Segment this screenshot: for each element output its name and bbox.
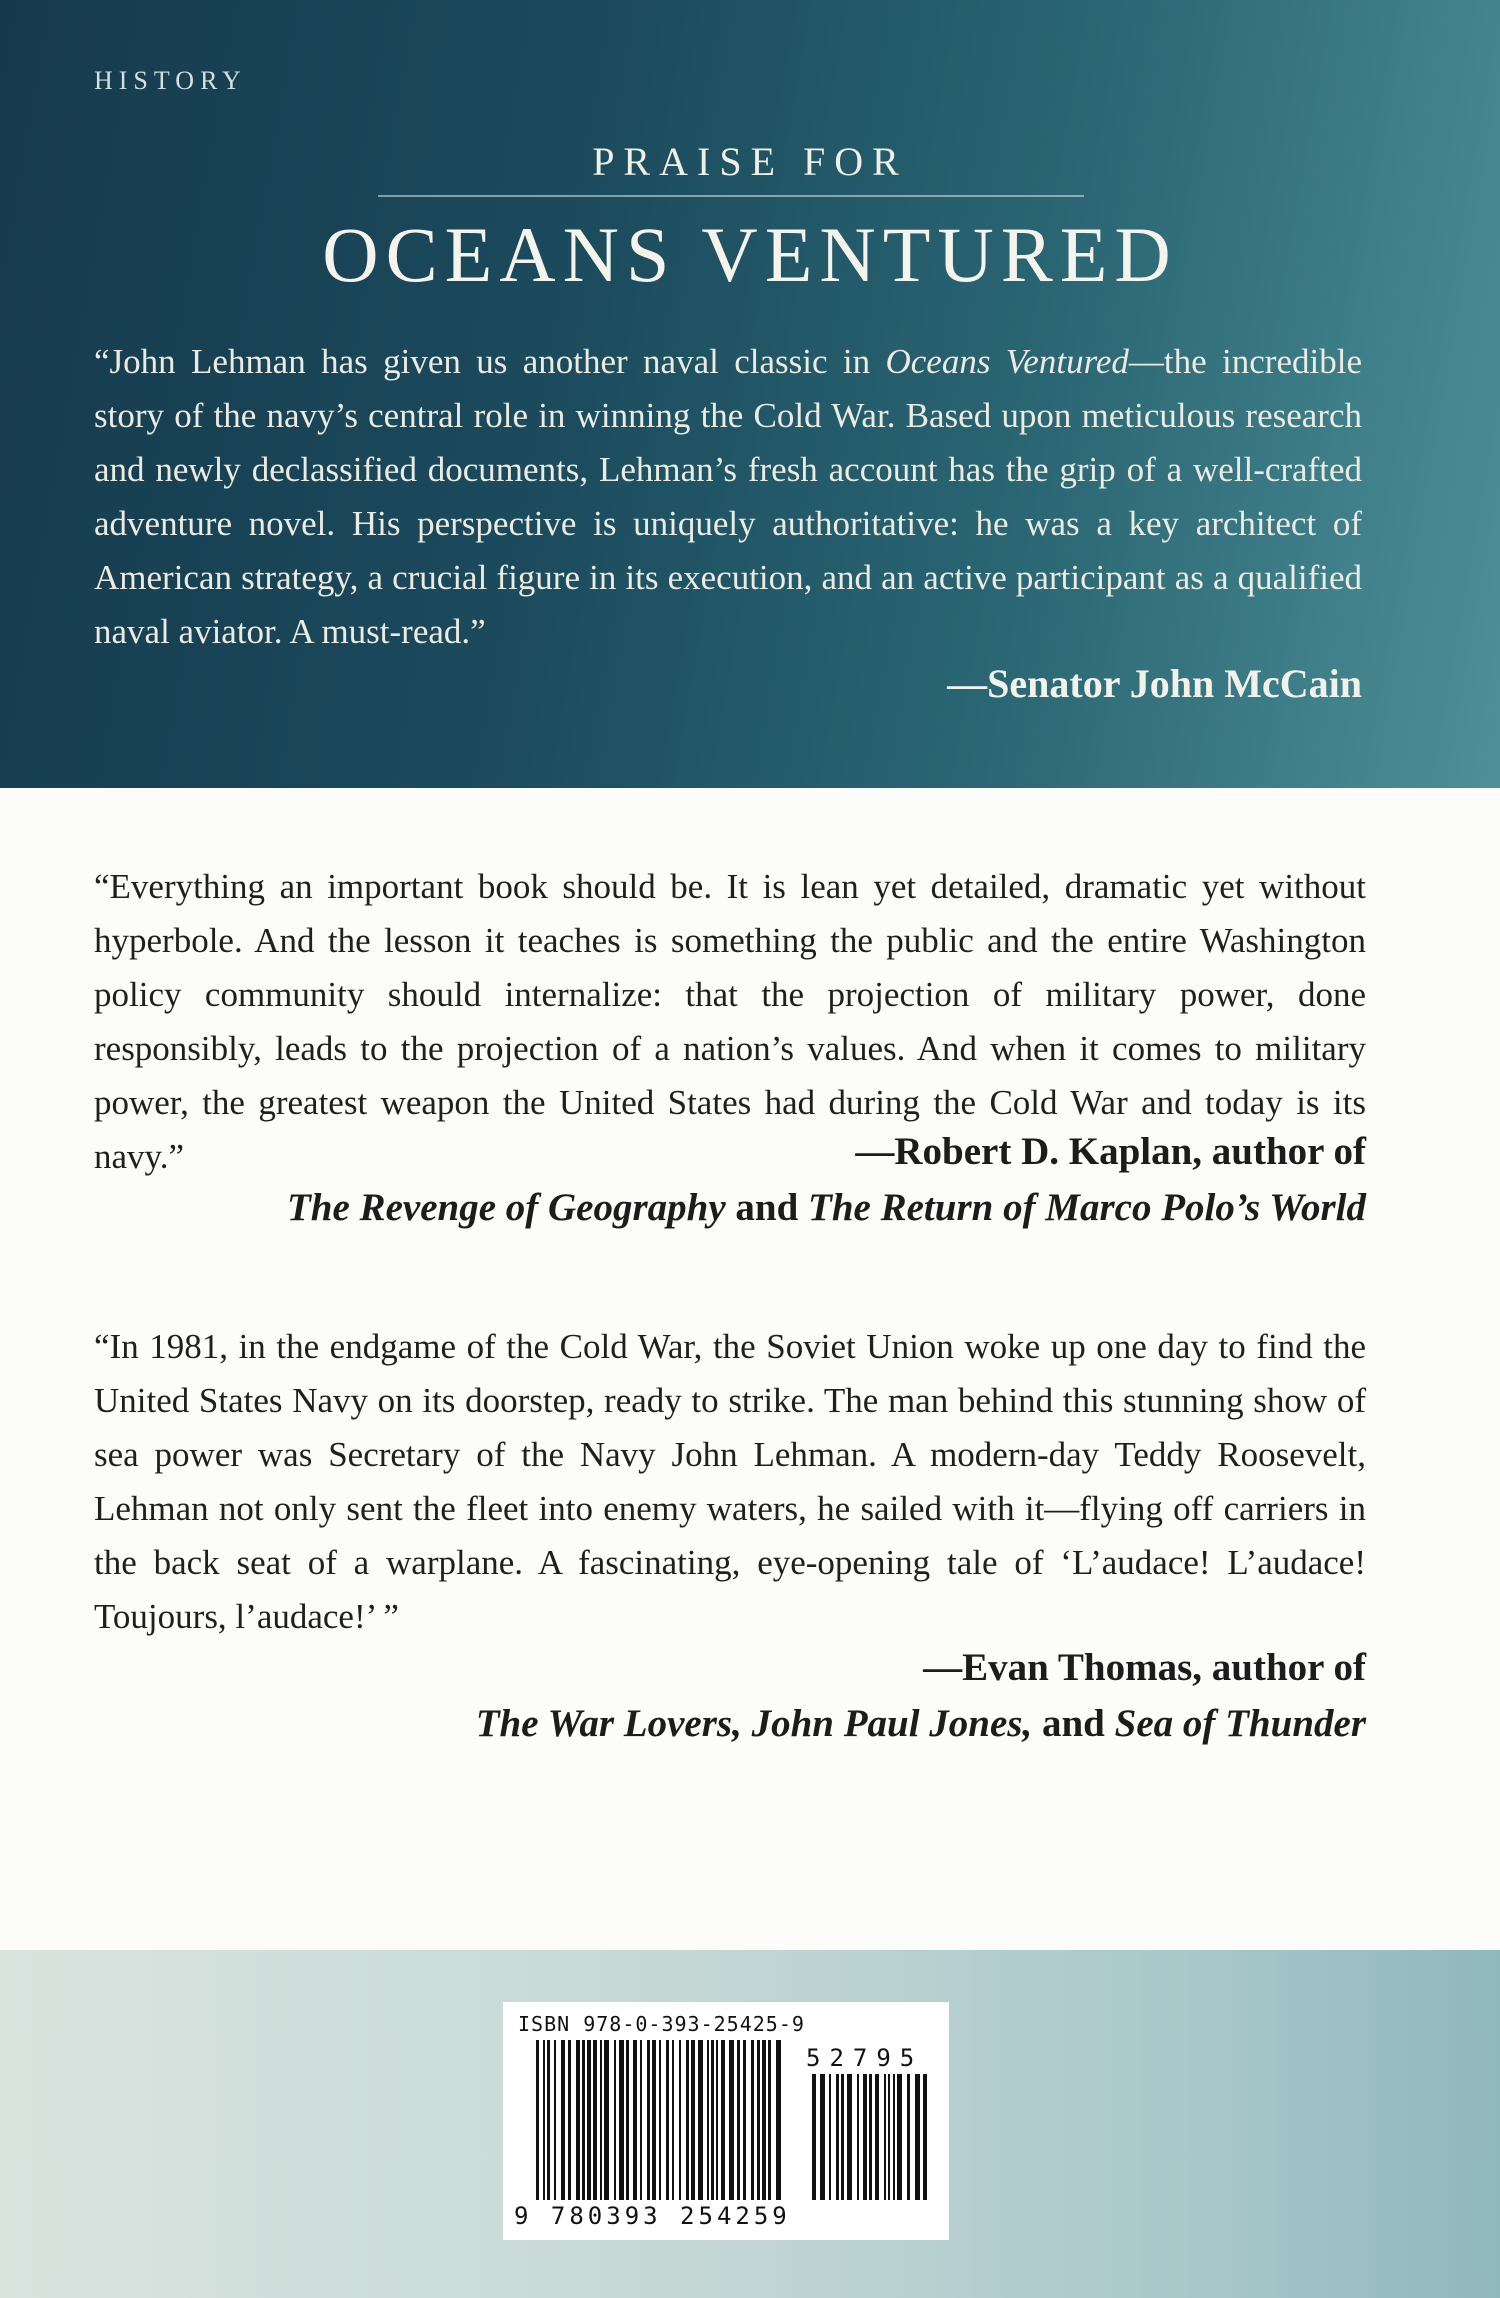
work-conjunction: and [1032,1702,1115,1745]
barcode-bar [721,2040,725,2200]
barcode-bar [543,2040,545,2200]
barcode-bar [829,2074,831,2200]
barcode-bar [812,2074,816,2200]
barcode-bar [614,2040,616,2200]
barcode-bar [751,2040,754,2200]
barcode-bar [857,2074,859,2200]
barcode-bar [768,2040,771,2200]
barcode-bar [841,2074,844,2200]
work-title: The Return of Marco Polo’s World [808,1186,1366,1229]
quote-text-start: “John Lehman has given us another naval classic in [94,342,886,381]
price-code: 52795 [806,2044,924,2072]
barcode-bar [743,2040,746,2200]
price-barcode-bars [812,2074,927,2200]
barcode-bar [582,2040,585,2200]
barcode-bar [847,2074,852,2200]
barcode-bar [707,2040,709,2200]
barcode-bar [884,2074,886,2200]
work-title: Sea of Thunder [1114,1702,1366,1745]
work-title: The War Lovers, John Paul Jones, [475,1702,1033,1745]
barcode-bar [888,2074,890,2200]
barcode-bar [640,2040,642,2200]
barcode-bar [561,2040,565,2200]
barcode-bar [729,2040,734,2200]
barcode-bar [587,2040,591,2200]
barcode-bar [757,2040,760,2200]
barcode-bar [652,2040,656,2200]
barcode-bar [716,2040,718,2200]
barcode-bar [547,2040,550,2200]
barcode-bar [915,2074,920,2200]
work-title: The Revenge of Geography [286,1186,726,1229]
barcode-bar [907,2074,910,2200]
barcode-bar [737,2040,740,2200]
ean-digits: 9 780393 254259 [514,2202,791,2230]
quote-text: “Everything an important book should be. It is lean yet detailed, dramatic yet without hyperbole. And the lesson it teaches is something the public and the entire Washington policy community should internalize: that the projection of military power, done responsibly, leads to the projection of a nation’s values. And when it comes to military power, the greatest weapon the United States had during the Cold War and today is its navy.” [94,867,1366,1176]
attribution-mccain: —Senator John McCain [947,661,1362,706]
barcode-bar [897,2074,902,2200]
barcode-bar [604,2040,609,2200]
barcode-bar [536,2040,539,2200]
barcode-bar [679,2040,681,2200]
barcode-bar [691,2040,695,2200]
barcode-bar [698,2040,703,2200]
barcode-bar [647,2040,650,2200]
work-conjunction: and [725,1186,809,1229]
barcode-bar [686,2040,689,2200]
book-title: OCEANS VENTURED [322,211,1178,298]
barcode-bar [863,2074,867,2200]
praise-for-heading: PRAISE FOR [592,139,908,184]
barcode-bar [869,2074,872,2200]
barcode-bar [576,2040,580,2200]
barcode-bar [659,2040,661,2200]
barcode-bar [776,2040,781,2200]
quote-text-end: —the incredible story of the navy’s central role in winning the Cold War. Based upon meticulous research and newly declassified documents, Lehman’s fresh account has the grip of a well-crafted adventure novel. His perspective is uniquely authoritative: he was a key architect of American strategy, a crucial figure in its execution, and an active participant as a qualified naval aviator. A must-read.” [94,342,1362,651]
barcode-bar [626,2040,629,2200]
barcode-bar [711,2040,714,2200]
barcode-bar [820,2074,825,2200]
barcode-bar [875,2074,879,2200]
barcode-bar [893,2074,895,2200]
category-label: HISTORY [94,66,247,95]
attribution-name: —Evan Thomas, author of [923,1646,1366,1689]
barcode-bar [633,2040,637,2200]
barcode-bar [593,2040,597,2200]
barcode-bar [568,2040,571,2200]
quote-book-title: Oceans Ventured [885,342,1129,381]
quote-text: “In 1981, in the endgame of the Cold War, the Soviet Union woke up one day to find the United States Navy on its doorstep, ready to strike. The man behind this stunning show of sea power was Secretary of the Navy John Lehman. A modern-day Teddy Roosevelt, Lehman not only sent the fleet into enemy waters, he sailed with it—flying off carriers in the back seat of a warplane. A fascinating, eye-opening tale of ‘L’audace! L’audace! Toujours, l’audace!’ ” [94,1327,1366,1636]
barcode-bar [762,2040,766,2200]
barcode-bar [923,2074,927,2200]
isbn-label: ISBN 978-0-393-25425-9 [518,2012,805,2036]
barcode-bar [666,2040,669,2200]
ean-barcode-bars [536,2040,781,2200]
barcode-bar [554,2040,556,2200]
attribution-name: —Robert D. Kaplan, author of [855,1130,1366,1173]
barcode-bar [672,2040,674,2200]
barcode-bar [836,2074,839,2200]
barcode-bar [619,2040,624,2200]
barcode-bar [600,2040,602,2200]
